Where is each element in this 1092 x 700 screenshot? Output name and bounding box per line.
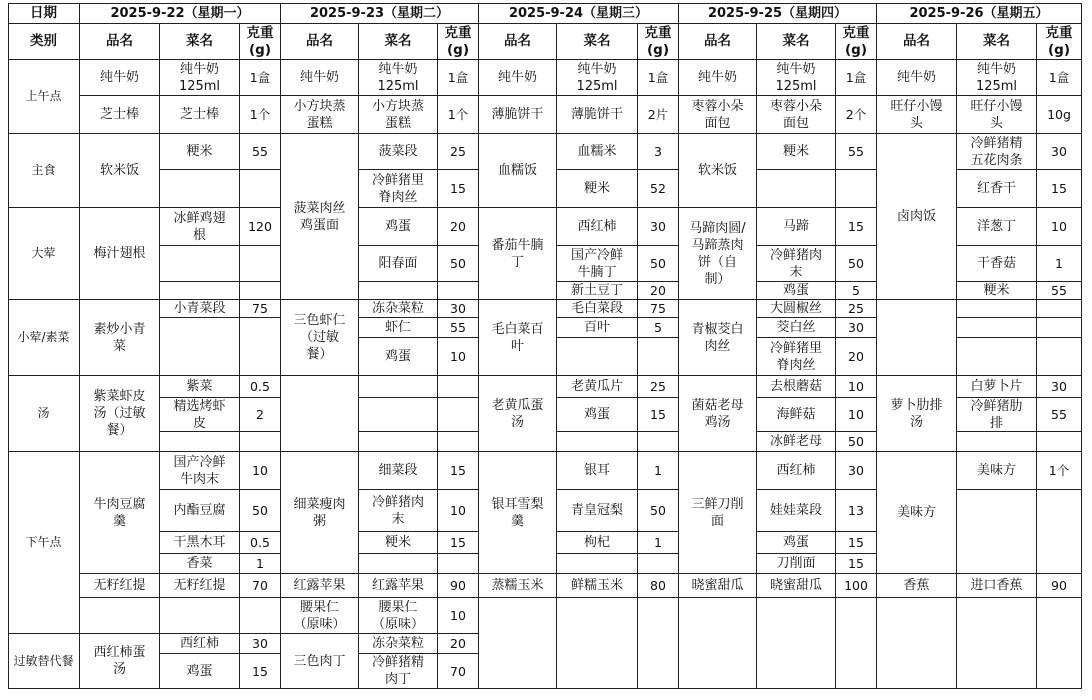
empty-cell xyxy=(957,432,1037,452)
dish-name: 腰果仁 （原味） xyxy=(281,598,359,634)
ingredient-name: 冷鲜猪里 脊肉丝 xyxy=(757,338,836,376)
ingredient-name: 马蹄 xyxy=(757,208,836,246)
dish-name: 银耳雪梨 羹 xyxy=(479,452,557,574)
dish-name: 素炒小青 菜 xyxy=(80,300,160,376)
ingredient-name: 细菜段 xyxy=(359,452,438,490)
ingredient-name: 粳米 xyxy=(957,282,1037,300)
empty-cell xyxy=(757,170,836,208)
ingredient-weight: 52 xyxy=(638,170,679,208)
cai-header: 菜名 xyxy=(359,24,438,60)
empty-cell xyxy=(836,598,877,689)
dish-name: 软米饭 xyxy=(679,134,757,208)
empty-cell xyxy=(359,282,438,300)
ingredient-name: 刀削面 xyxy=(757,554,836,574)
empty-cell xyxy=(679,598,757,689)
dish-name: 美味方 xyxy=(877,452,957,574)
category-7: 过敏替代餐 xyxy=(8,634,80,689)
pin-header: 品名 xyxy=(479,24,557,60)
ingredient-name: 腰果仁 （原味） xyxy=(359,598,438,634)
dish-name: 三色肉丁 xyxy=(281,634,359,689)
dish-name: 毛白菜百 叶 xyxy=(479,300,557,376)
dish-name: 纯牛奶 xyxy=(80,60,160,96)
cai-header: 菜名 xyxy=(957,24,1037,60)
ingredient-name: 白萝卜片 xyxy=(957,376,1037,398)
empty-cell xyxy=(1037,490,1082,574)
ingredient-weight: 10 xyxy=(240,452,281,490)
empty-cell xyxy=(438,398,479,432)
dish-name: 萝卜肋排 汤 xyxy=(877,376,957,452)
dish-name: 红露苹果 xyxy=(281,574,359,598)
empty-cell xyxy=(359,376,438,398)
ingredient-weight: 20 xyxy=(438,208,479,246)
empty-cell xyxy=(638,554,679,574)
empty-cell xyxy=(438,432,479,452)
ingredient-name: 冰鲜鸡翅 根 xyxy=(160,208,240,246)
ingredient-name: 青皇冠梨 xyxy=(557,490,638,532)
ingredient-weight: 30 xyxy=(1037,134,1082,170)
ingredient-name: 去根蘑菇 xyxy=(757,376,836,398)
ingredient-name: 银耳 xyxy=(557,452,638,490)
date-header-5: 2025-9-26（星期五） xyxy=(877,3,1082,24)
ingredient-weight: 0.5 xyxy=(240,376,281,398)
empty-cell xyxy=(438,282,479,300)
ingredient-weight: 2片 xyxy=(638,96,679,134)
ingredient-weight: 15 xyxy=(240,654,281,689)
empty-cell xyxy=(557,598,638,689)
ingredient-name: 鲜糯玉米 xyxy=(557,574,638,598)
category-2: 主食 xyxy=(8,134,80,208)
ingredient-name: 冰鲜老母 xyxy=(757,432,836,452)
pin-header: 品名 xyxy=(80,24,160,60)
empty-cell xyxy=(957,598,1037,689)
ingredient-name: 鸡蛋 xyxy=(359,338,438,376)
ingredient-weight: 1 xyxy=(638,532,679,554)
ingredient-name: 进口香蕉 xyxy=(957,574,1037,598)
ingredient-weight: 15 xyxy=(836,532,877,554)
ingredient-weight: 1盒 xyxy=(240,60,281,96)
dish-name: 旺仔小馒 头 xyxy=(877,96,957,134)
ingredient-weight: 1 xyxy=(240,554,281,574)
empty-cell xyxy=(359,554,438,574)
ingredient-name: 红香干 xyxy=(957,170,1037,208)
weight-header: 克重 (g) xyxy=(1037,24,1082,60)
empty-cell xyxy=(240,246,281,282)
ingredient-weight: 50 xyxy=(638,490,679,532)
dish-name: 青椒茭白 肉丝 xyxy=(679,300,757,376)
empty-cell xyxy=(638,432,679,452)
ingredient-weight: 75 xyxy=(638,300,679,318)
dish-name: 梅汁翅根 xyxy=(80,208,160,300)
empty-cell xyxy=(1037,338,1082,376)
ingredient-weight: 30 xyxy=(836,452,877,490)
ingredient-name: 鸡蛋 xyxy=(359,208,438,246)
dish-name: 紫菜虾皮 汤（过敏 餐） xyxy=(80,376,160,452)
ingredient-weight: 2 xyxy=(240,398,281,432)
ingredient-name: 枣蓉小朵 面包 xyxy=(757,96,836,134)
empty-cell xyxy=(836,170,877,208)
cai-header: 菜名 xyxy=(160,24,240,60)
ingredient-name: 粳米 xyxy=(757,134,836,170)
ingredient-weight: 25 xyxy=(638,376,679,398)
ingredient-weight: 70 xyxy=(240,574,281,598)
ingredient-weight: 25 xyxy=(438,134,479,170)
ingredient-name: 纯牛奶 125ml xyxy=(757,60,836,96)
ingredient-name: 冻杂菜粒 xyxy=(359,634,438,654)
ingredient-name: 无籽红提 xyxy=(160,574,240,598)
date-label: 日期 xyxy=(8,3,80,24)
dish-name: 马蹄肉圆/ 马蹄蒸肉 饼（自 制） xyxy=(679,208,757,300)
weight-header: 克重 (g) xyxy=(438,24,479,60)
ingredient-name: 毛白菜段 xyxy=(557,300,638,318)
dish-name: 纯牛奶 xyxy=(877,60,957,96)
pin-header: 品名 xyxy=(877,24,957,60)
ingredient-name: 薄脆饼干 xyxy=(557,96,638,134)
empty-cell xyxy=(160,246,240,282)
dish-name: 纯牛奶 xyxy=(479,60,557,96)
ingredient-name: 冷鲜猪肉 末 xyxy=(757,246,836,282)
weight-header: 克重 (g) xyxy=(836,24,877,60)
ingredient-name: 纯牛奶 125ml xyxy=(359,60,438,96)
ingredient-name: 鸡蛋 xyxy=(160,654,240,689)
pin-header: 品名 xyxy=(679,24,757,60)
dish-name: 香蕉 xyxy=(877,574,957,598)
empty-cell xyxy=(160,432,240,452)
ingredient-name: 冻杂菜粒 xyxy=(359,300,438,318)
empty-cell xyxy=(957,338,1037,376)
dish-name: 纯牛奶 xyxy=(281,60,359,96)
category-3: 大荤 xyxy=(8,208,80,300)
ingredient-weight: 90 xyxy=(1037,574,1082,598)
ingredient-weight: 50 xyxy=(638,246,679,282)
dish-name: 菠菜肉丝 鸡蛋面 xyxy=(281,134,359,300)
ingredient-name: 海鲜菇 xyxy=(757,398,836,432)
ingredient-name: 阳春面 xyxy=(359,246,438,282)
empty-cell xyxy=(1037,318,1082,338)
pin-header: 品名 xyxy=(281,24,359,60)
dish-name: 老黄瓜蛋 汤 xyxy=(479,376,557,452)
ingredient-weight: 10 xyxy=(438,598,479,634)
ingredient-name: 冷鲜猪肋 排 xyxy=(957,398,1037,432)
ingredient-name: 芝士棒 xyxy=(160,96,240,134)
dish-name: 菌菇老母 鸡汤 xyxy=(679,376,757,452)
ingredient-weight: 10 xyxy=(438,338,479,376)
empty-cell xyxy=(957,318,1037,338)
empty-cell xyxy=(479,598,557,689)
ingredient-weight: 30 xyxy=(438,300,479,318)
ingredient-weight: 80 xyxy=(638,574,679,598)
dish-name: 小方块蒸 蛋糕 xyxy=(281,96,359,134)
ingredient-name: 冷鲜猪肉 末 xyxy=(359,490,438,532)
ingredient-weight: 15 xyxy=(438,532,479,554)
empty-cell xyxy=(638,598,679,689)
ingredient-weight: 1盒 xyxy=(1037,60,1082,96)
dish-name: 牛肉豆腐 羹 xyxy=(80,452,160,574)
dish-name: 薄脆饼干 xyxy=(479,96,557,134)
date-header-1: 2025-9-22（星期一） xyxy=(80,3,281,24)
ingredient-name: 粳米 xyxy=(160,134,240,170)
ingredient-weight: 55 xyxy=(1037,398,1082,432)
ingredient-name: 旺仔小馒 头 xyxy=(957,96,1037,134)
empty-cell xyxy=(957,300,1037,318)
empty-cell xyxy=(80,598,160,634)
weight-header: 克重 (g) xyxy=(240,24,281,60)
ingredient-name: 内酯豆腐 xyxy=(160,490,240,532)
ingredient-weight: 30 xyxy=(240,634,281,654)
ingredient-weight: 55 xyxy=(836,134,877,170)
ingredient-weight: 20 xyxy=(438,634,479,654)
ingredient-weight: 55 xyxy=(1037,282,1082,300)
ingredient-weight: 100 xyxy=(836,574,877,598)
dish-name: 枣蓉小朵 面包 xyxy=(679,96,757,134)
empty-cell xyxy=(240,282,281,300)
empty-cell xyxy=(877,300,957,376)
ingredient-name: 冷鲜猪精 肉丁 xyxy=(359,654,438,689)
dish-name: 细菜瘦肉 粥 xyxy=(281,452,359,574)
empty-cell xyxy=(638,338,679,376)
ingredient-weight: 30 xyxy=(836,318,877,338)
ingredient-name: 美味方 xyxy=(957,452,1037,490)
date-header-2: 2025-9-23（星期二） xyxy=(281,3,479,24)
empty-cell xyxy=(877,598,957,689)
empty-cell xyxy=(240,170,281,208)
category-4: 小荤/素菜 xyxy=(8,300,80,376)
empty-cell xyxy=(1037,300,1082,318)
category-1: 上午点 xyxy=(8,60,80,134)
empty-cell xyxy=(359,398,438,432)
ingredient-name: 西红柿 xyxy=(757,452,836,490)
ingredient-name: 鸡蛋 xyxy=(757,532,836,554)
ingredient-weight: 2个 xyxy=(836,96,877,134)
ingredient-name: 西红柿 xyxy=(160,634,240,654)
dish-name: 三鲜刀削 面 xyxy=(679,452,757,574)
ingredient-name: 粳米 xyxy=(359,532,438,554)
ingredient-weight: 20 xyxy=(836,338,877,376)
empty-cell xyxy=(359,432,438,452)
ingredient-weight: 10 xyxy=(836,376,877,398)
ingredient-name: 虾仁 xyxy=(359,318,438,338)
ingredient-weight: 5 xyxy=(638,318,679,338)
ingredient-name: 洋葱丁 xyxy=(957,208,1037,246)
empty-cell xyxy=(557,338,638,376)
ingredient-name: 新土豆丁 xyxy=(557,282,638,300)
ingredient-name: 精选烤虾 皮 xyxy=(160,398,240,432)
empty-cell xyxy=(240,598,281,634)
ingredient-name: 香菜 xyxy=(160,554,240,574)
ingredient-weight: 1 xyxy=(638,452,679,490)
ingredient-name: 茭白丝 xyxy=(757,318,836,338)
ingredient-name: 血糯米 xyxy=(557,134,638,170)
ingredient-weight: 1 xyxy=(1037,246,1082,282)
dish-name: 三色虾仁 （过敏 餐） xyxy=(281,300,359,376)
dish-name: 卤肉饭 xyxy=(877,134,957,300)
ingredient-weight: 50 xyxy=(836,432,877,452)
ingredient-weight: 75 xyxy=(240,300,281,318)
ingredient-name: 鸡蛋 xyxy=(757,282,836,300)
ingredient-name: 冷鲜猪里 脊肉丝 xyxy=(359,170,438,208)
dish-name: 芝士棒 xyxy=(80,96,160,134)
ingredient-weight: 1盒 xyxy=(438,60,479,96)
ingredient-weight: 10 xyxy=(1037,208,1082,246)
empty-cell xyxy=(557,432,638,452)
date-header-3: 2025-9-24（星期三） xyxy=(479,3,679,24)
empty-cell xyxy=(438,376,479,398)
dish-name: 蒸糯玉米 xyxy=(479,574,557,598)
empty-cell xyxy=(281,376,359,452)
ingredient-weight: 10 xyxy=(438,490,479,532)
empty-cell xyxy=(160,598,240,634)
ingredient-weight: 0.5 xyxy=(240,532,281,554)
empty-cell xyxy=(957,490,1037,574)
ingredient-weight: 15 xyxy=(438,170,479,208)
ingredient-name: 干香菇 xyxy=(957,246,1037,282)
ingredient-name: 冷鲜猪精 五花肉条 xyxy=(957,134,1037,170)
empty-cell xyxy=(557,554,638,574)
ingredient-name: 纯牛奶 125ml xyxy=(957,60,1037,96)
ingredient-weight: 70 xyxy=(438,654,479,689)
ingredient-name: 菠菜段 xyxy=(359,134,438,170)
empty-cell xyxy=(160,318,240,376)
category-6: 下午点 xyxy=(8,452,80,634)
ingredient-weight: 5 xyxy=(836,282,877,300)
ingredient-name: 娃娃菜段 xyxy=(757,490,836,532)
empty-cell xyxy=(240,432,281,452)
ingredient-name: 红露苹果 xyxy=(359,574,438,598)
ingredient-weight: 55 xyxy=(438,318,479,338)
ingredient-weight: 1个 xyxy=(438,96,479,134)
ingredient-weight: 3 xyxy=(638,134,679,170)
ingredient-name: 国产冷鲜 牛肉末 xyxy=(160,452,240,490)
ingredient-weight: 30 xyxy=(1037,376,1082,398)
ingredient-name: 鸡蛋 xyxy=(557,398,638,432)
ingredient-name: 晓蜜甜瓜 xyxy=(757,574,836,598)
ingredient-weight: 10g xyxy=(1037,96,1082,134)
ingredient-weight: 50 xyxy=(438,246,479,282)
dish-name: 血糯饭 xyxy=(479,134,557,208)
ingredient-weight: 1个 xyxy=(1037,452,1082,490)
ingredient-weight: 15 xyxy=(1037,170,1082,208)
ingredient-weight: 10 xyxy=(836,398,877,432)
ingredient-name: 国产冷鲜 牛腩丁 xyxy=(557,246,638,282)
ingredient-weight: 1盒 xyxy=(836,60,877,96)
ingredient-name: 西红柿 xyxy=(557,208,638,246)
ingredient-name: 小青菜段 xyxy=(160,300,240,318)
ingredient-weight: 15 xyxy=(836,554,877,574)
weight-header: 克重 (g) xyxy=(638,24,679,60)
ingredient-name: 纯牛奶 125ml xyxy=(160,60,240,96)
empty-cell xyxy=(160,170,240,208)
ingredient-weight: 1个 xyxy=(240,96,281,134)
empty-cell xyxy=(240,318,281,376)
ingredient-weight: 1盒 xyxy=(638,60,679,96)
cai-header: 菜名 xyxy=(757,24,836,60)
category-5: 汤 xyxy=(8,376,80,452)
ingredient-name: 枸杞 xyxy=(557,532,638,554)
ingredient-name: 大圆椒丝 xyxy=(757,300,836,318)
date-header-4: 2025-9-25（星期四） xyxy=(679,3,877,24)
ingredient-weight: 120 xyxy=(240,208,281,246)
ingredient-name: 小方块蒸 蛋糕 xyxy=(359,96,438,134)
ingredient-weight: 13 xyxy=(836,490,877,532)
dish-name: 番茄牛腩 丁 xyxy=(479,208,557,300)
dish-name: 无籽红提 xyxy=(80,574,160,598)
ingredient-weight: 90 xyxy=(438,574,479,598)
ingredient-weight: 30 xyxy=(638,208,679,246)
ingredient-weight: 50 xyxy=(240,490,281,532)
dish-name: 软米饭 xyxy=(80,134,160,208)
ingredient-name: 粳米 xyxy=(557,170,638,208)
ingredient-name: 干黑木耳 xyxy=(160,532,240,554)
empty-cell xyxy=(1037,432,1082,452)
empty-cell xyxy=(438,554,479,574)
dish-name: 晓蜜甜瓜 xyxy=(679,574,757,598)
empty-cell xyxy=(1037,598,1082,689)
dish-name: 纯牛奶 xyxy=(679,60,757,96)
ingredient-name: 纯牛奶 125ml xyxy=(557,60,638,96)
ingredient-name: 紫菜 xyxy=(160,376,240,398)
category-label: 类别 xyxy=(8,24,80,60)
ingredient-weight: 20 xyxy=(638,282,679,300)
ingredient-weight: 25 xyxy=(836,300,877,318)
empty-cell xyxy=(757,598,836,689)
dish-name: 西红柿蛋 汤 xyxy=(80,634,160,689)
ingredient-weight: 50 xyxy=(836,246,877,282)
cai-header: 菜名 xyxy=(557,24,638,60)
ingredient-weight: 55 xyxy=(240,134,281,170)
ingredient-name: 老黄瓜片 xyxy=(557,376,638,398)
ingredient-weight: 15 xyxy=(638,398,679,432)
ingredient-weight: 15 xyxy=(438,452,479,490)
ingredient-name: 百叶 xyxy=(557,318,638,338)
empty-cell xyxy=(160,282,240,300)
ingredient-weight: 15 xyxy=(836,208,877,246)
